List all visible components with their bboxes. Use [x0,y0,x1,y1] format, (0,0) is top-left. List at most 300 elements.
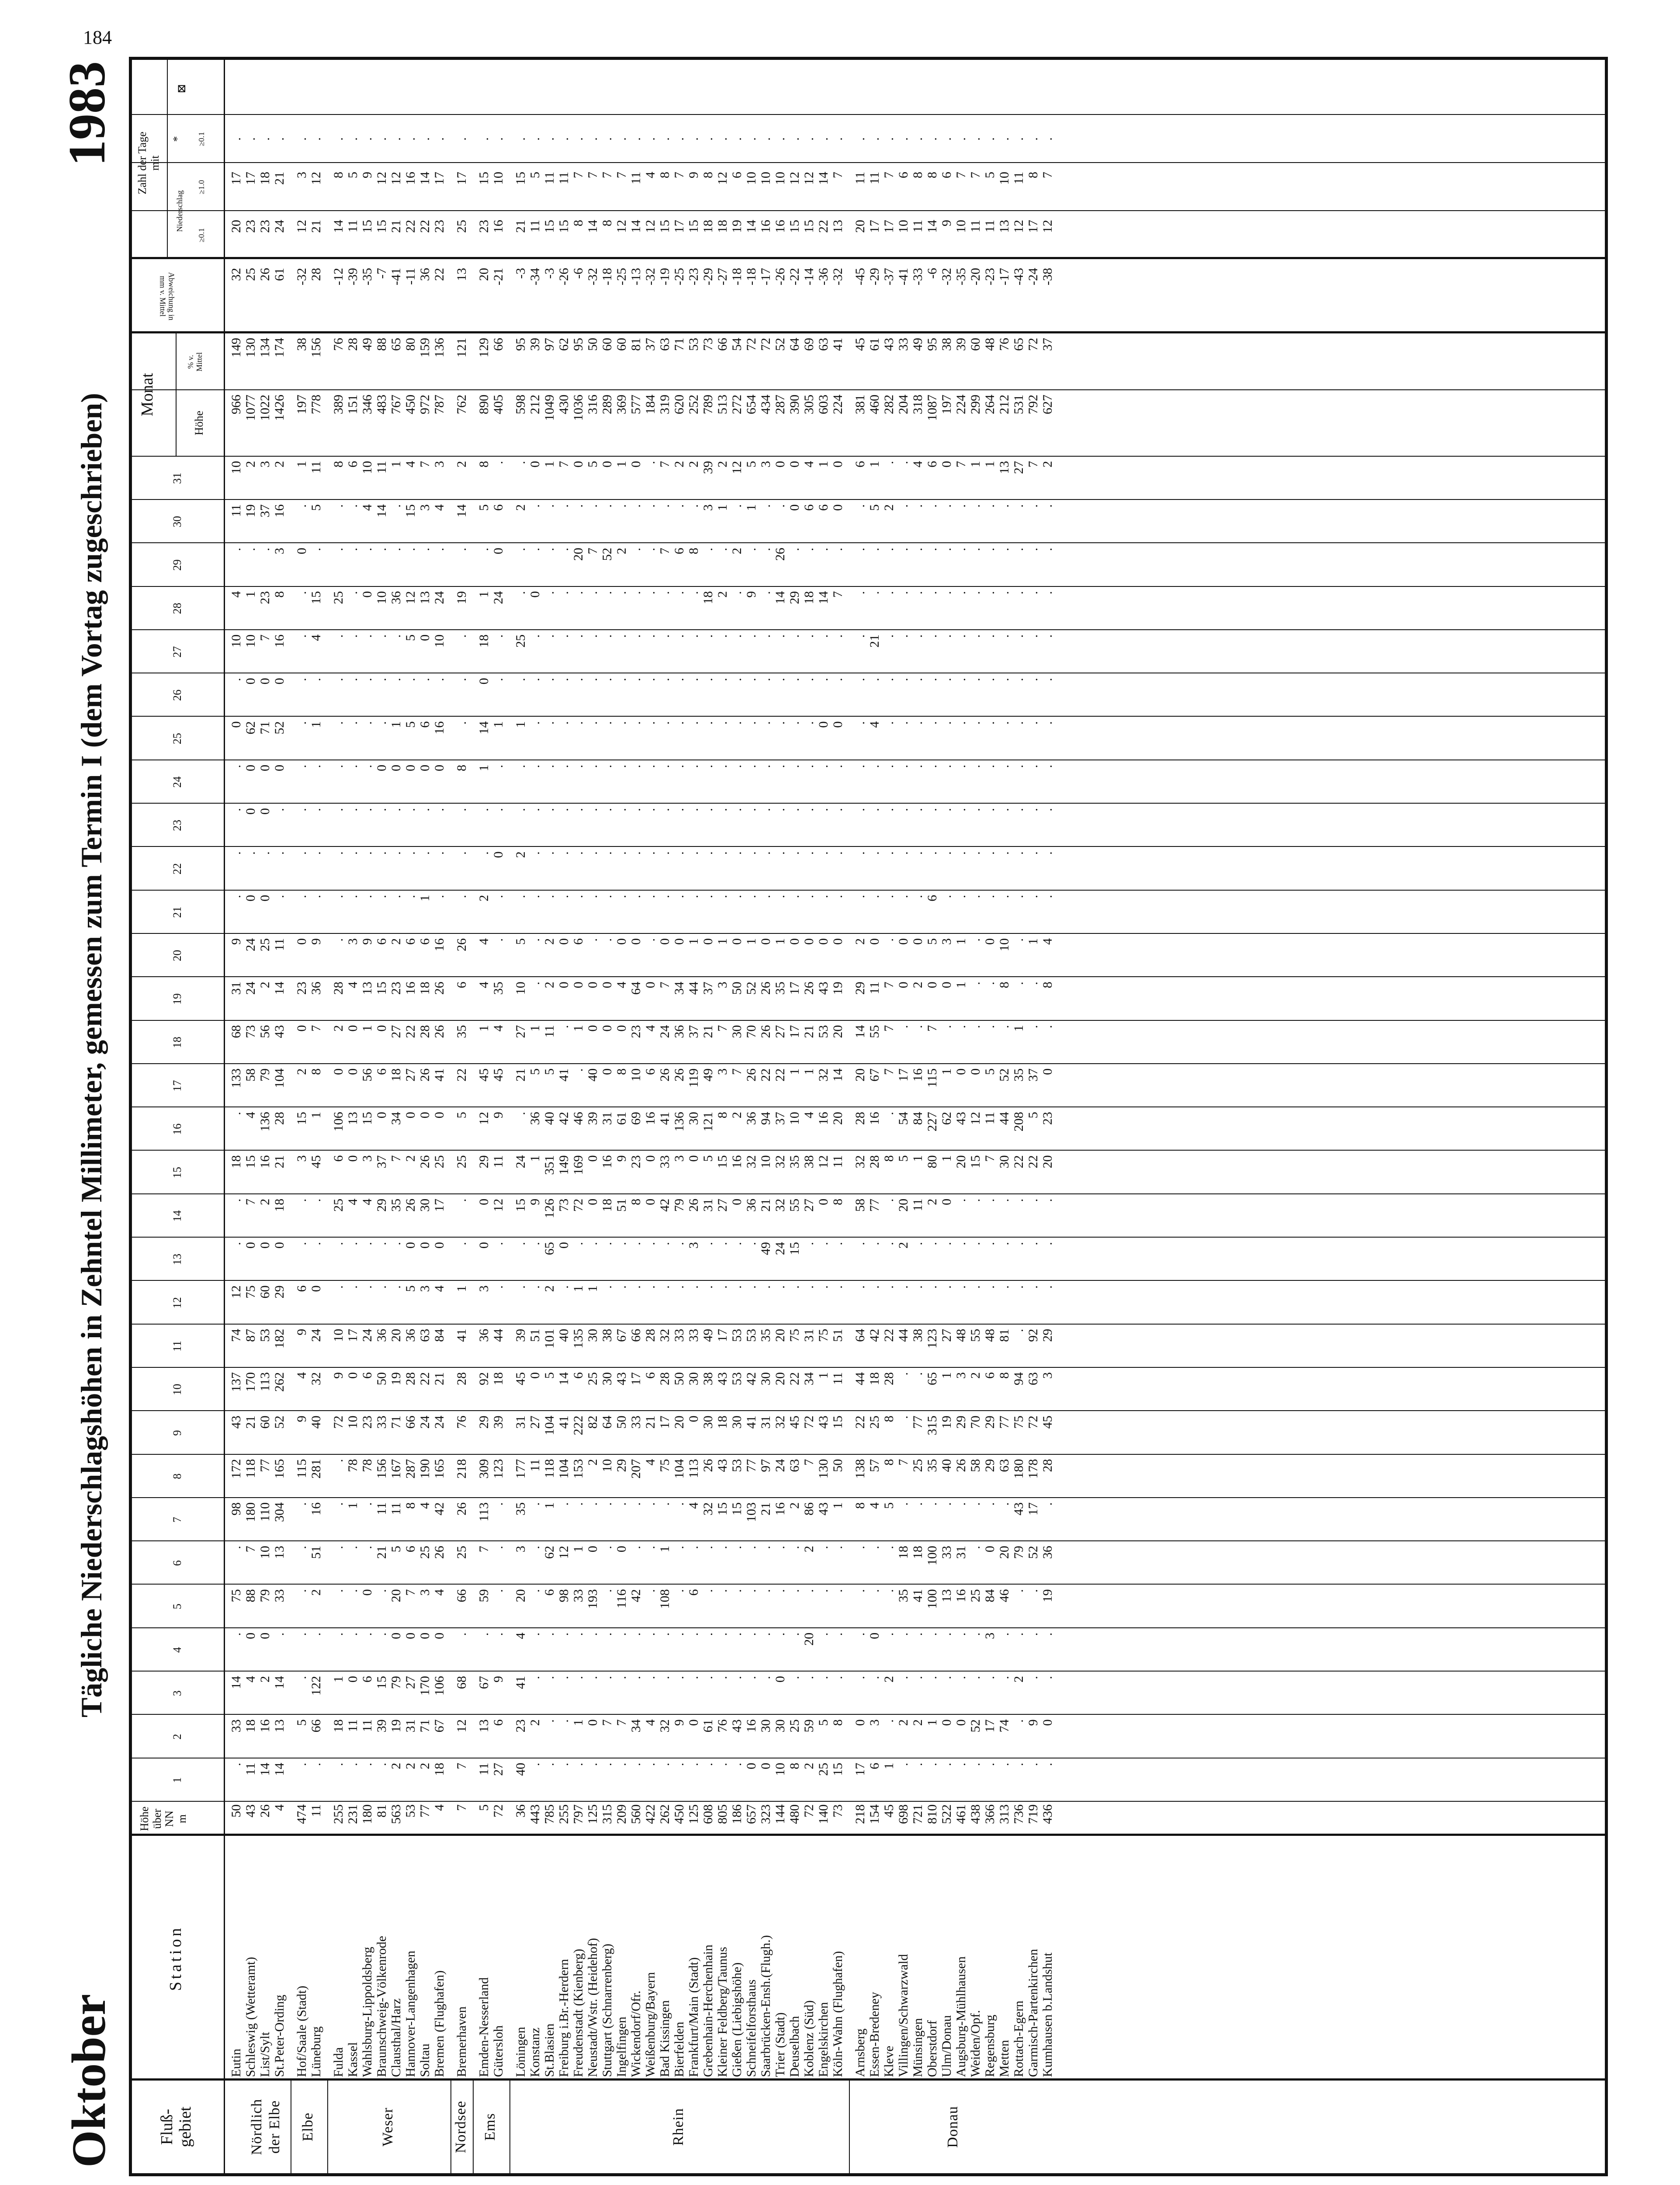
day-value: . [331,1285,346,1289]
monat-hoehe: 272 [730,395,744,414]
day-value: . [744,1242,759,1245]
day-value: . [867,1285,882,1289]
day-value: 23 [513,1719,528,1733]
day-value: . [643,1242,658,1245]
day-value: . [571,678,585,681]
day-value: 76 [454,1415,469,1429]
day-value: . [968,678,983,681]
day-value: 30 [759,1372,773,1386]
day-value: 1 [744,504,759,511]
day-value: . [672,764,686,768]
day-value: . [294,764,309,768]
tage-ge01: 20 [853,220,867,233]
day-value: . [954,808,968,812]
day-value: . [787,851,802,855]
station-hoehe: 522 [939,1804,954,1824]
day-value: 61 [701,1719,715,1733]
day-value: 6 [925,895,939,902]
day-value: 16 [744,1719,759,1733]
monat-pct: 43 [882,338,896,351]
day-value: . [374,548,389,551]
day-value: 25 [513,634,528,648]
tage-ge10: 7 [585,172,600,178]
river-group-divider [450,2081,451,2173]
monat-pct: 52 [773,338,787,351]
day-value: . [331,764,346,768]
day-value: . [571,764,585,768]
day-value: . [309,895,323,898]
header-ge10: ≥1.0 [197,180,206,194]
day-value: . [983,678,997,681]
tage-snow: . [759,137,773,141]
tage-ge10: 7 [954,172,968,178]
day-value: 4 [867,1502,882,1509]
river-group-divider [473,2081,474,2173]
day-value: 35 [1011,1068,1026,1082]
day-value: 6 [491,504,506,511]
day-value: . [1026,591,1040,595]
monat-pct: 39 [528,338,542,351]
table-row [744,60,759,2173]
tage-snow: . [867,137,882,141]
day-value: 14 [229,1676,243,1689]
day-value: . [787,1546,802,1549]
day-value: 2 [403,1762,418,1769]
station-hoehe: 72 [802,1804,816,1817]
day-value: . [911,504,925,508]
station-hoehe: 45 [882,1804,896,1817]
day-value: . [968,591,983,595]
day-value: 104 [272,1068,287,1088]
day-value: . [614,1242,629,1245]
day-value: . [853,1242,867,1245]
day-value: 287 [403,1459,418,1479]
day-value: 6 [542,1589,557,1596]
day-value: 100 [925,1589,939,1609]
day-value: . [629,1762,643,1766]
day-value: 21 [374,1546,389,1559]
header-day: 10 [171,1384,184,1395]
monat-hoehe: 577 [629,395,643,414]
day-value: . [831,634,845,638]
tage-ge01: 11 [911,220,925,232]
day-value: 11 [477,1762,491,1776]
day-value: 43 [614,1372,629,1386]
day-value: 0 [389,764,403,771]
day-value: 13 [346,1112,360,1125]
day-value: 227 [925,1112,939,1132]
day-value: 24 [773,1242,787,1256]
day-value: . [331,895,346,898]
day-value: . [773,1589,787,1593]
day-value: 1 [983,461,997,468]
station-hoehe: 608 [701,1804,715,1824]
day-value: 40 [585,1068,600,1082]
monat-pct: 76 [331,338,346,351]
day-value: 0 [432,1242,447,1249]
day-value: 0 [346,1025,360,1032]
station-name: Kumhausen b.Landshut [1040,1953,1055,2077]
monat-hoehe: 1049 [542,395,557,421]
day-value: 54 [896,1112,911,1125]
day-value: . [528,548,542,551]
table-row [939,60,954,2173]
day-value: 12 [557,1546,571,1559]
header-day: 9 [171,1430,184,1436]
day-value: 21 [802,1025,816,1038]
table-row [528,60,542,2173]
day-value: . [954,895,968,898]
day-value: 19 [243,504,258,518]
monat-hoehe: 405 [491,395,506,414]
day-value: . [389,634,403,638]
day-value: . [374,895,389,898]
station-name: Schneifelforsthaus [744,1979,759,2077]
day-value: 0 [831,461,845,468]
day-value: 75 [243,1285,258,1299]
day-value: 4 [802,461,816,468]
day-value: 5 [477,504,491,511]
day-value: 4 [802,1112,816,1119]
day-value: . [882,634,896,638]
day-value: 17 [432,1198,447,1212]
abweichung: -3 [542,268,557,279]
day-value: . [968,851,983,855]
day-value: 13 [477,1719,491,1733]
day-value: 36 [528,1112,542,1125]
header-day: 6 [171,1560,184,1566]
day-value: 0 [243,678,258,685]
day-value: . [528,1285,542,1289]
day-value: . [911,591,925,595]
station-hoehe: 323 [759,1804,773,1824]
day-value: 23 [294,982,309,995]
day-value: 1 [802,1068,816,1075]
header-day: 11 [171,1340,184,1352]
day-value: . [1011,721,1026,725]
station-hoehe: 77 [418,1804,432,1817]
day-value: 16 [911,1068,925,1082]
day-value: 3 [759,461,773,468]
day-value: 17 [853,1762,867,1776]
day-value: 8 [853,1502,867,1509]
day-value: . [229,548,243,551]
tage-snow: . [853,137,867,141]
tage-ge01: 12 [294,220,309,233]
day-value: 9 [672,1719,686,1726]
day-value: . [643,938,658,942]
day-value: . [1040,1285,1055,1289]
day-value: 40 [542,1112,557,1125]
day-value: . [600,1762,614,1766]
monat-hoehe: 1087 [925,395,939,421]
day-value: . [672,634,686,638]
day-value: . [309,1632,323,1636]
day-value: . [557,808,571,812]
day-value: . [773,721,787,725]
day-value: 75 [229,1589,243,1602]
day-value: . [787,634,802,638]
day-value: . [658,1632,672,1636]
station-name: Ingelfingen [614,2016,629,2077]
station-name: Gießen (Liebigshöhe) [730,1962,744,2077]
day-value: . [491,1502,506,1506]
monat-hoehe: 381 [853,395,867,414]
station-name: Hof/Saale (Stadt) [294,1985,309,2077]
day-value: 18 [491,1372,506,1386]
day-value: 16 [258,1155,272,1169]
day-value: 0 [629,461,643,468]
day-value: 4 [686,1502,701,1509]
day-value: . [600,634,614,638]
day-value: 137 [229,1372,243,1392]
day-value: . [374,851,389,855]
day-value: . [571,1762,585,1766]
station-name: Löningen [513,2027,528,2077]
day-value: . [432,851,447,855]
day-value: . [643,548,658,551]
day-value: . [802,721,816,725]
station-name: Stuttgart (Schnarrenberg) [600,1943,614,2077]
day-value: 10 [360,461,374,474]
day-value: 0 [585,982,600,988]
day-value: . [585,851,600,855]
day-value: 6 [346,461,360,468]
day-value: . [686,764,701,768]
header-day: 5 [171,1603,184,1609]
day-value: . [658,634,672,638]
day-value: 3 [983,1632,997,1639]
day-value: . [954,1676,968,1679]
day-value: . [983,721,997,725]
day-value: . [853,1285,867,1289]
day-value: 262 [272,1372,287,1392]
day-value: 18 [896,1546,911,1559]
day-value: . [939,895,954,898]
day-value: . [571,1502,585,1506]
tage-snow: . [272,137,287,141]
day-value: 50 [374,1372,389,1386]
station-hoehe: 810 [925,1804,939,1824]
day-value: . [730,504,744,508]
day-value: . [983,764,997,768]
day-value: 5 [513,938,528,945]
day-value: . [730,678,744,681]
day-value: 7 [658,548,672,555]
monat-pct: 61 [867,338,882,351]
day-value: . [542,764,557,768]
day-value: . [528,895,542,898]
monat-pct: 41 [831,338,845,351]
day-value: 21 [513,1068,528,1082]
station-hoehe: 154 [867,1804,882,1824]
day-value: . [229,1242,243,1245]
station-hoehe: 180 [360,1804,374,1824]
day-value: . [787,764,802,768]
station-name: Wahlsburg-Lippoldsberg [360,1946,374,2077]
day-value: . [1011,504,1026,508]
day-value: . [229,851,243,855]
day-value: . [997,808,1011,812]
day-value: 0 [491,548,506,555]
day-value: 3 [346,938,360,945]
day-value: . [831,851,845,855]
day-value: 59 [802,1719,816,1733]
day-value: . [1040,895,1055,898]
precipitation-table [129,57,1608,2176]
day-value: 31 [759,1415,773,1429]
day-value: . [997,1632,1011,1636]
day-value: 0 [432,764,447,771]
day-value: . [294,1676,309,1679]
day-value: 119 [686,1068,701,1088]
header-day: 8 [171,1473,184,1479]
day-value: . [658,504,672,508]
day-value: 0 [309,1285,323,1292]
day-value: . [853,764,867,768]
day-value: 2 [542,982,557,988]
day-value: 94 [1011,1372,1026,1386]
day-value: 28 [1040,1459,1055,1472]
day-value: 0 [294,548,309,555]
day-value: 7 [658,982,672,988]
day-value: 82 [585,1415,600,1429]
day-value: 2 [272,461,287,468]
day-value: 28 [331,982,346,995]
day-value: . [730,591,744,595]
day-value: . [730,808,744,812]
day-value: 58 [243,1068,258,1082]
day-value: 14 [853,1025,867,1038]
monat-hoehe: 282 [882,395,896,414]
station-name: Bremen (Flughafen) [432,1970,447,2077]
day-value: 10 [600,1459,614,1472]
day-value: . [614,1762,629,1766]
day-value: 0 [272,764,287,771]
day-value: 1 [418,895,432,902]
day-value: 4 [243,1676,258,1683]
day-value: 16 [730,1155,744,1169]
day-value: . [571,1676,585,1679]
day-value: . [672,1546,686,1549]
day-value: . [882,1632,896,1636]
day-value: 8 [787,1762,802,1769]
day-value: 7 [896,1459,911,1466]
day-value: 67 [867,1068,882,1082]
day-value: 20 [954,1155,968,1169]
day-value: . [542,851,557,855]
day-value: . [1011,982,1026,985]
day-value: 66 [629,1328,643,1342]
day-value: 193 [585,1589,600,1609]
day-value: 3 [418,1285,432,1292]
day-value: . [542,808,557,812]
day-value: 0 [528,591,542,598]
monat-pct: 50 [585,338,600,351]
day-value: . [773,678,787,681]
day-value: 24 [243,982,258,995]
day-value: . [882,808,896,812]
day-value: . [557,1025,571,1029]
day-value: 24 [360,1328,374,1342]
day-value: 17 [715,1328,730,1342]
abweichung: -32 [294,268,309,285]
day-value: 3 [418,1589,432,1596]
table-row [658,60,672,2173]
monat-pct: 72 [759,338,773,351]
tage-ge10: 8 [658,172,672,178]
day-value: 29 [954,1415,968,1429]
day-value: 116 [614,1589,629,1609]
day-value: 7 [389,1155,403,1162]
day-value: . [513,764,528,768]
day-value: 1 [816,1372,831,1379]
day-value: . [802,1676,816,1679]
day-value: 12 [730,461,744,474]
day-value: . [802,808,816,812]
day-value: 15 [831,1415,845,1429]
day-value: 0 [759,1762,773,1769]
station-name: Oberstdorf [925,2020,939,2077]
day-value: . [1011,1328,1026,1332]
monat-hoehe: 966 [229,395,243,414]
day-value: . [853,721,867,725]
tage-snow: . [513,137,528,141]
header-day: 15 [171,1167,184,1179]
day-value: . [432,548,447,551]
day-value: . [557,895,571,898]
day-value: 16 [309,1502,323,1516]
station-hoehe: 125 [686,1804,701,1824]
day-value: . [294,504,309,508]
day-value: . [629,895,643,898]
station-hoehe: 805 [715,1804,730,1824]
day-value: 17 [346,1328,360,1342]
day-value: 27 [802,1198,816,1212]
day-value: 0 [686,1155,701,1162]
day-value: 6 [571,938,585,945]
day-value: 3 [686,1242,701,1249]
abweichung: 32 [229,268,243,281]
table-row [403,60,418,2173]
station-name: Hannover-Langenhagen [403,1950,418,2077]
day-value: 0 [614,1025,629,1032]
table-row [454,60,469,2173]
header-day: 13 [171,1253,184,1265]
day-value: . [773,895,787,898]
day-value: 11 [491,1155,506,1168]
day-value: 52 [272,1415,287,1429]
day-value: 2 [802,1762,816,1769]
tage-ge01: 10 [954,220,968,233]
day-value: 0 [294,1025,309,1032]
day-value: . [896,1415,911,1419]
day-value: . [759,1589,773,1593]
table-row [853,60,867,2173]
day-value: 27 [389,1025,403,1038]
abweichung: -21 [491,268,506,285]
monat-hoehe: 289 [600,395,614,414]
day-value: 29 [477,1155,491,1169]
day-value: 20 [773,1372,787,1386]
day-value: 0 [258,764,272,771]
tage-snow: . [571,137,585,141]
river-group-divider [327,2081,328,2173]
day-value: 20 [571,548,585,561]
day-value: 6 [403,938,418,945]
day-value: 41 [557,1415,571,1429]
day-value: . [491,808,506,812]
